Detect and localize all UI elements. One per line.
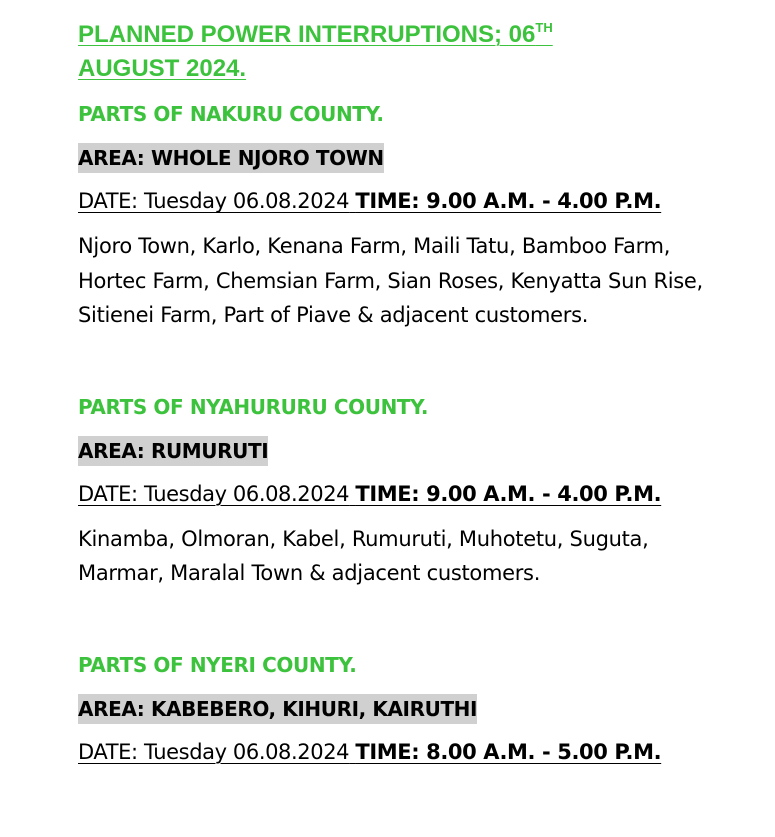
area-label: AREA: KABEBERO, KIHURI, KAIRUTHI xyxy=(78,694,477,724)
date-time-line xyxy=(78,186,718,216)
time-text: TIME: 9.00 A.M. - 4.00 P.M. xyxy=(355,481,662,506)
area-label: AREA: WHOLE NJORO TOWN xyxy=(78,143,384,173)
date-text: DATE: Tuesday 06.08.2024 xyxy=(78,481,350,506)
notice-title xyxy=(78,0,718,86)
title-superscript: TH xyxy=(535,20,553,35)
section-nyahururu xyxy=(78,393,718,591)
document-page xyxy=(78,0,718,767)
title-main: PLANNED POWER INTERRUPTIONS; 06 xyxy=(78,21,536,48)
date-time-line xyxy=(78,737,718,767)
title-line-2: AUGUST 2024. xyxy=(78,55,247,82)
section-nakuru xyxy=(78,100,718,333)
section-nyeri xyxy=(78,651,718,767)
date-text: DATE: Tuesday 06.08.2024 xyxy=(78,739,350,764)
section-heading: PARTS OF NAKURU COUNTY. xyxy=(78,102,384,126)
affected-places: Njoro Town, Karlo, Kenana Farm, Maili Tatu, Bamboo Farm, Hortec Farm, Chemsian Farm, Sian Roses, Kenyatta Sun Rise, Sitienei Farm, Part of Piave & adjacent customers. xyxy=(78,234,703,327)
section-heading: PARTS OF NYAHURURU COUNTY. xyxy=(78,394,429,419)
date-text: DATE: Tuesday 06.08.2024 xyxy=(78,189,350,213)
time-text: TIME: 9.00 A.M. - 4.00 P.M. xyxy=(355,189,662,213)
affected-places: Kinamba, Olmoran, Kabel, Rumuruti, Muhotetu, Suguta, Marmar, Maralal Town & adjacent customers. xyxy=(78,526,649,585)
area-label: AREA: RUMURUTI xyxy=(78,436,268,466)
date-time-line xyxy=(78,479,718,509)
time-text: TIME: 8.00 A.M. - 5.00 P.M. xyxy=(355,739,662,764)
section-heading: PARTS OF NYERI COUNTY. xyxy=(78,652,357,677)
